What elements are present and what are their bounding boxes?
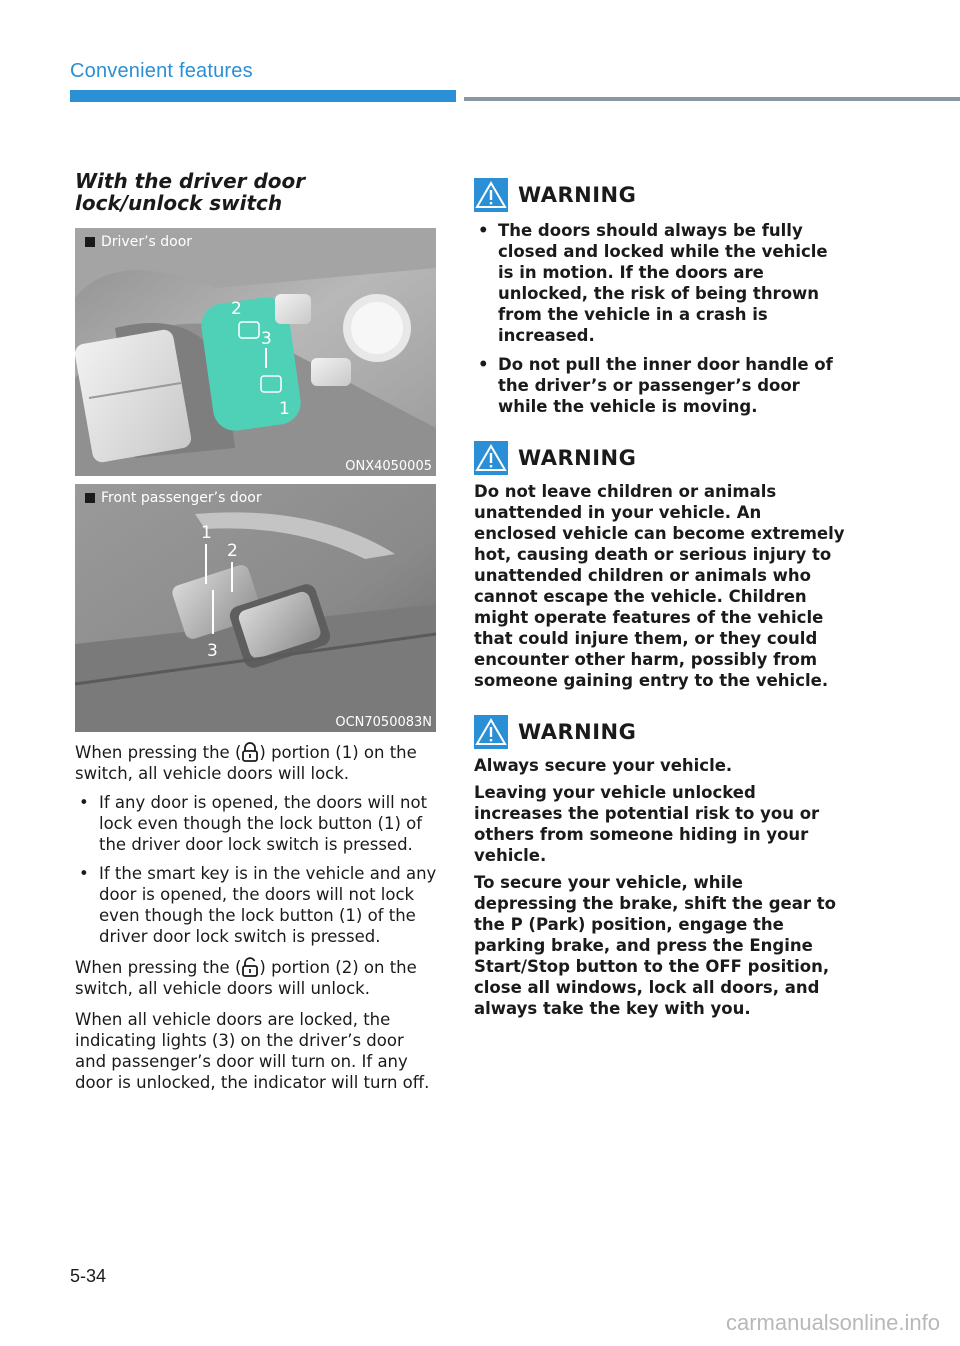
page-number: 5-34 [70, 1266, 107, 1286]
svg-text:3: 3 [261, 329, 272, 349]
right-column [474, 178, 846, 1043]
passenger-door-caption: Front passenger’s door [85, 490, 262, 506]
warning-text: Always secure your vehicle. [474, 756, 733, 775]
driver-door-figure [75, 228, 436, 476]
warning-block [474, 441, 846, 691]
header-divider-bar [464, 97, 960, 101]
warning-block [474, 178, 846, 417]
warning-triangle-icon [474, 178, 508, 212]
passenger-door-figure-code: OCN7050083N [335, 715, 432, 730]
lock-note-bullet: • If the smart key is in the vehicle and any door is opened, the doors will not lock even though the lock button (1) of the driver door lock switch is pressed. [75, 863, 437, 947]
warning-bullet: • Do not pull the inner door handle of the driver’s or passenger’s door while the vehicle is moving. [474, 354, 846, 417]
warning-triangle-icon [474, 715, 508, 749]
passenger-door-illustration [75, 484, 436, 732]
warning-heading [474, 715, 846, 749]
indicator-paragraph: When all vehicle doors are locked, the indicating lights (3) on the driver’s door and passenger’s door will turn on. If any door is unlocked, the indicator will turn off. [75, 1010, 430, 1092]
unlock-paragraph: When pressing the ( ) portion (2) on the switch, all vehicle doors will unlock. [75, 958, 417, 998]
header-accent-bar [70, 90, 456, 102]
svg-text:1: 1 [201, 523, 212, 543]
svg-text:2: 2 [227, 541, 238, 561]
warning-label: WARNING [518, 183, 637, 207]
lock-icon [241, 742, 259, 762]
svg-text:2: 2 [231, 299, 242, 319]
caption-square-icon [85, 237, 95, 247]
lock-note-bullet: • If any door is opened, the doors will not lock even though the lock button (1) of the driver door lock switch is pressed. [75, 792, 437, 855]
lock-paragraph: When pressing the ( ) portion (1) on the switch, all vehicle doors will lock. [75, 743, 417, 783]
warning-bullet: • The doors should always be fully closed and locked while the vehicle is in motion. If the doors are unlocked, the risk of being thrown from the vehicle in a crash is increased. [474, 220, 846, 346]
warning-label: WARNING [518, 446, 637, 470]
section-title: With the driver door lock/unlock switch [75, 169, 306, 215]
svg-text:1: 1 [279, 399, 290, 419]
driver-door-figure-code: ONX4050005 [345, 459, 432, 474]
caption-square-icon [85, 493, 95, 503]
warning-block [474, 715, 846, 1019]
left-column [75, 170, 437, 1093]
chapter-title: Convenient features [70, 60, 253, 82]
unlock-icon [241, 957, 259, 977]
driver-door-caption: Driver’s door [85, 234, 192, 250]
warning-label: WARNING [518, 720, 637, 744]
warning-heading [474, 178, 846, 212]
warning-text: To secure your vehicle, while depressing the brake, shift the gear to the P (Park) position, engage the parking brake, and press the Engine Start/Stop button to the OFF position, close all windows, lock all doors, and always take the key with you. [474, 873, 836, 1018]
svg-text:3: 3 [207, 641, 218, 661]
warning-text: Leaving your vehicle unlocked increases the potential risk to you or others from someone hiding in your vehicle. [474, 783, 820, 865]
driver-door-illustration [75, 228, 436, 476]
warning-text: Do not leave children or animals unattended in your vehicle. An enclosed vehicle can become extremely hot, causing death or serious injury to unattended children or animals who cannot escape the vehicle. Children might operate features of the vehicle that could injure them, or they could encounter other harm, possibly from someone gaining entry to the vehicle. [474, 482, 845, 690]
watermark: carmanualsonline.info [725, 1310, 940, 1335]
passenger-door-figure [75, 484, 436, 732]
warning-heading [474, 441, 846, 475]
warning-triangle-icon [474, 441, 508, 475]
